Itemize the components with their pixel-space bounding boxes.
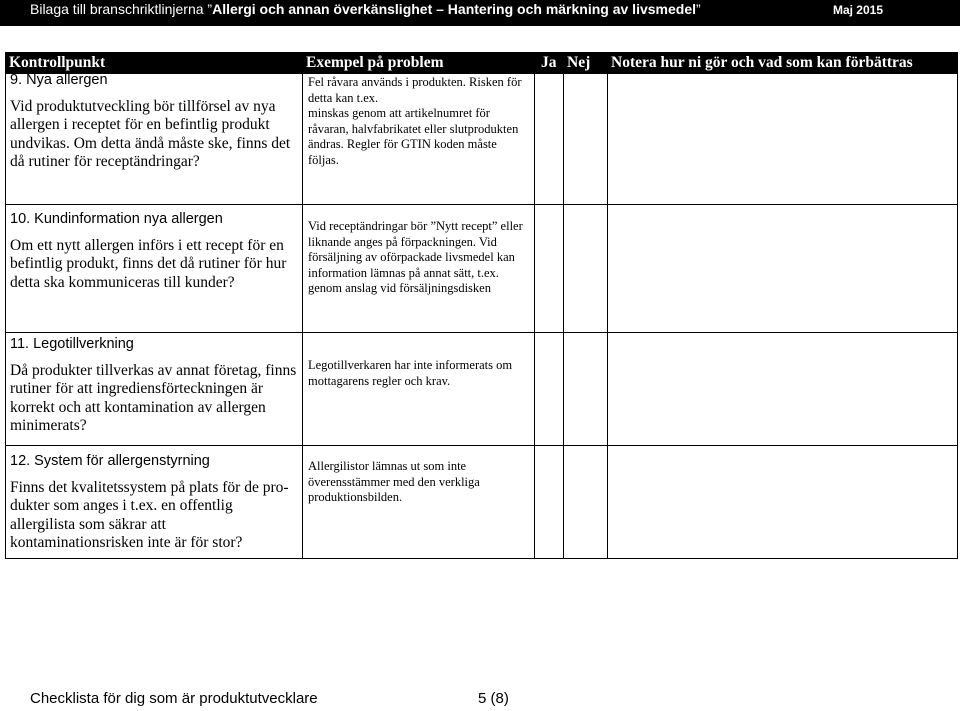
nej-cell[interactable] [564, 446, 608, 559]
column-header-ja: Ja [535, 53, 564, 74]
kontrollpunkt-cell [6, 205, 303, 333]
kontrollpunkt-cell [6, 333, 303, 446]
checkpoint-title: 11. Legotillverkning [10, 336, 134, 352]
footer-text: Checklista för dig som är produktutvecklare [30, 690, 318, 707]
kontrollpunkt-cell [6, 446, 303, 559]
page-number: 5 (8) [478, 690, 509, 707]
notes-cell[interactable] [608, 446, 958, 559]
table-row [6, 446, 958, 559]
example-text: Allergilistor lämnas ut som inte överensstämmer med den verkliga produktionsbilden. [308, 459, 480, 504]
column-header-kontrollpunkt: Kontrollpunkt [6, 53, 303, 74]
notes-cell[interactable] [608, 333, 958, 446]
table-row [6, 205, 958, 333]
example-text: Legotillverkaren har inte informerats om mottagarens regler och krav. [308, 358, 513, 388]
checkpoint-text: Då produkter tillverkas av annat företag, finns rutiner för att ingrediensförteckningen är korrekt och att kontamination av allergen minimerats? [10, 361, 297, 434]
table-row [6, 74, 958, 205]
nej-cell[interactable] [564, 333, 608, 446]
checkpoint-title: 10. Kundinformation nya allergen [10, 211, 223, 227]
column-header-nej: Nej [564, 53, 608, 74]
column-header-exempel: Exempel på problem [303, 53, 535, 74]
checklist-table [5, 52, 958, 559]
nej-cell[interactable] [564, 205, 608, 333]
ja-cell[interactable] [535, 205, 564, 333]
checkpoint-text: Vid produktutveckling bör tillförsel av nya allergen i receptet för en befintlig produkt undvikas. Om detta ändå måste ske, finns det då rutiner för receptändringar? [10, 97, 291, 170]
kontrollpunkt-cell [6, 74, 303, 205]
example-text: Vid receptändringar bör ”Nytt recept” eller liknande anges på förpackningen. Vid försäljning av oförpackade livsmedel kan information lämnas på annat sätt, t.ex. genom anslag vid försäljningsdisken [308, 219, 523, 295]
checkpoint-title: 9. Nya allergen [10, 72, 108, 88]
example-cell [303, 74, 535, 205]
document-date: Maj 2015 [832, 3, 883, 17]
example-cell [303, 446, 535, 559]
nej-cell[interactable] [564, 74, 608, 205]
ja-cell[interactable] [535, 446, 564, 559]
checkpoint-text: Om ett nytt allergen införs i ett recept för en befintlig produkt, finns det då rutiner för hur detta ska kommuniceras till kunder? [10, 236, 287, 291]
notes-cell[interactable] [608, 74, 958, 205]
example-cell [303, 205, 535, 333]
example-text: minskas genom att artikelnumret för råvaran, halvfabrikatet eller slutprodukten ändras. Regler för GTIN koden måste följas. [308, 106, 519, 167]
document-title: Bilaga till branschriktlinjerna ”Allergi och annan överkänslighet – Hantering och märkning av livsmedel” [30, 1, 701, 17]
ja-cell[interactable] [535, 74, 564, 205]
checkpoint-text: Finns det kvalitetssystem på plats för de pro-dukter som anges i t.ex. en offentlig allergilista som säkrar att kontaminationsrisken inte är för stor? [10, 478, 289, 551]
notes-cell[interactable] [608, 205, 958, 333]
example-lead: Fel råvara används i produkten. Risken för detta kan t.ex. [308, 75, 522, 105]
table-row [6, 333, 958, 446]
page-header [0, 0, 960, 26]
column-header-notera: Notera hur ni gör och vad som kan förbättras [608, 53, 958, 74]
checkpoint-title: 12. System för allergenstyrning [10, 453, 210, 469]
example-cell [303, 333, 535, 446]
ja-cell[interactable] [535, 333, 564, 446]
